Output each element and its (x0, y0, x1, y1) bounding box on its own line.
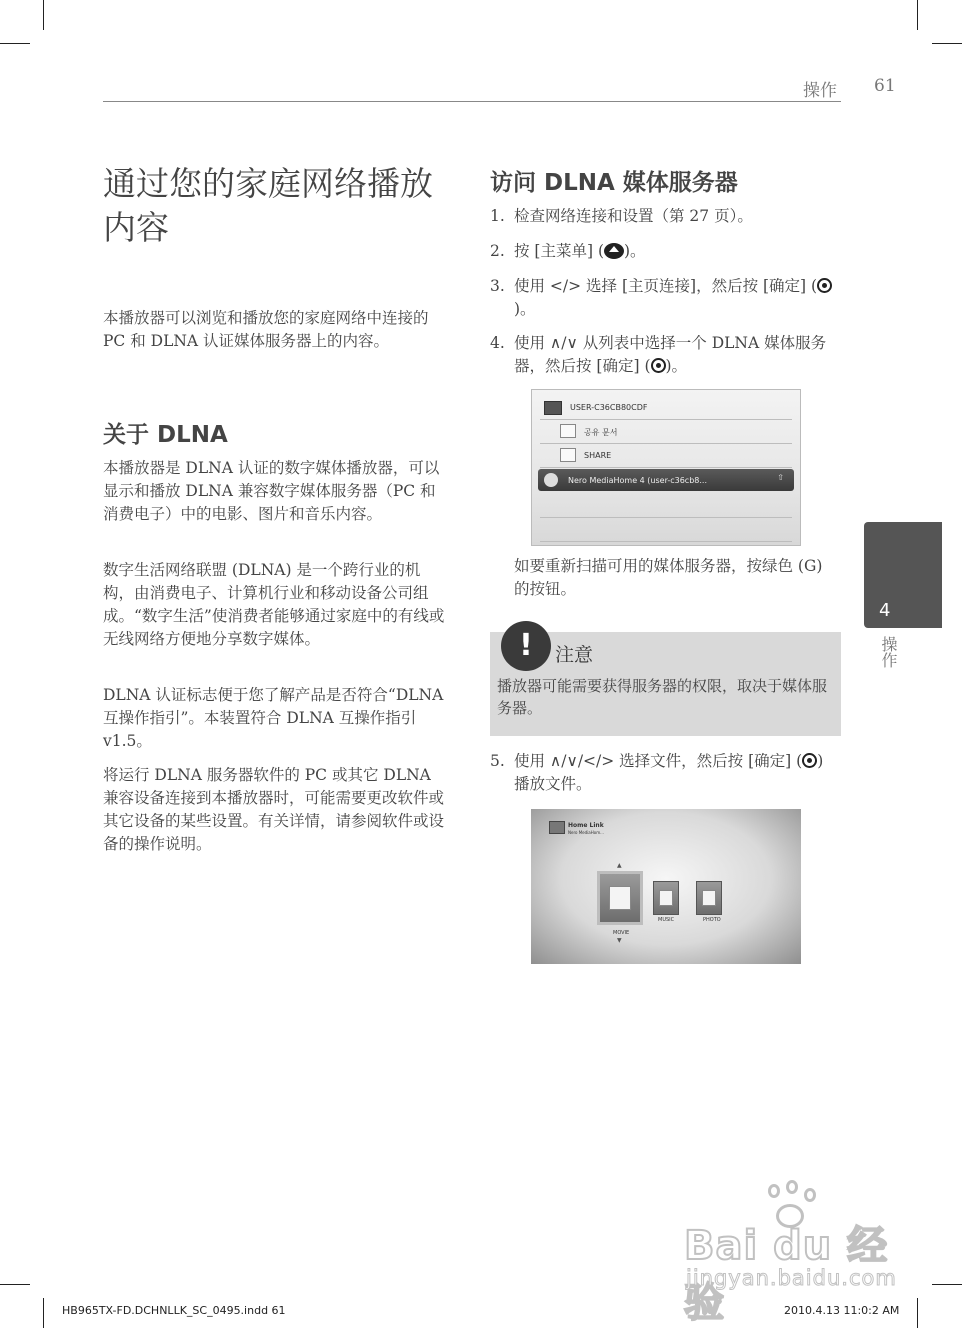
enter-button-icon (651, 358, 666, 373)
step-4: 4. 使用 ∧/∨ 从列表中选择一个 DLNA 媒体服务器，然后按 [确定] ( )。 (490, 334, 827, 375)
media-server-icon (544, 473, 558, 487)
folder-movie (597, 871, 643, 925)
page-number: 61 (874, 76, 896, 96)
home-link-subtitle: Nero MediaHom... (568, 830, 604, 835)
enter-button-icon (802, 753, 817, 768)
folder-row: 공유 문서 (532, 420, 800, 444)
step-3: 3. 使用 </> 选择 [主页连接]，然后按 [确定] ()。 (490, 275, 835, 321)
arrow-down-icon: ▼ (617, 937, 622, 944)
home-link-icon (549, 821, 565, 834)
server-list-screenshot (531, 389, 801, 546)
folder-photo (696, 881, 722, 915)
crop-mark (917, 1298, 918, 1328)
computer-icon (544, 401, 562, 415)
footer-filename: HB965TX-FD.DCHNLLK_SC_0495.indd 61 (62, 1304, 286, 1317)
header-section: 操作 (803, 81, 837, 101)
header-rule (103, 101, 841, 102)
step-2: 2. 按 [主菜单] ( )。 (490, 242, 646, 260)
about-paragraph-3: DLNA 认证标志便于您了解产品是否符合“DLNA 互操作指引”。本装置符合 DLNA 互操作指引 v1.5。 (103, 686, 444, 750)
crop-mark (43, 0, 44, 30)
about-paragraph-1: 本播放器是 DLNA 认证的数字媒体播放器，可以显示和播放 DLNA 兼容数字媒体服务器（PC 和消费电子）中的电影、图片和音乐内容。 (103, 459, 440, 523)
about-dlna-heading: 关于 DLNA (103, 422, 228, 448)
folder-row: SHARE (532, 444, 800, 468)
about-paragraph-2: 数字生活网络联盟 (DLNA) 是一个跨行业的机构，由消费电子、计算机行业和移动设备公司组成。“数字生活”使消费者能够通过家庭中的有线或无线网络方便地分享数字媒体。 (103, 561, 445, 648)
about-paragraph-4: 将运行 DLNA 服务器软件的 PC 或其它 DLNA 兼容设备连接到本播放器时，可能需要更改软件或其它设备的某些设置。有关详情，请参阅软件或设备的操作说明。 (103, 766, 445, 853)
selected-server-row: Nero MediaHome 4 (user-c36cb8... ⇧ (538, 469, 794, 491)
label-music: MUSIC (658, 917, 675, 923)
step-5: 5. 使用 ∧/∨/</> 选择文件，然后按 [确定] ( ) 播放文件。 (490, 752, 824, 793)
crop-mark (917, 0, 918, 30)
step-1: 1. 检查网络连接和设置（第 27 页）。 (490, 207, 753, 225)
chapter-label: 操作 (879, 636, 898, 668)
note-text: 播放器可能需要获得服务器的权限，取决于媒体服务器。 (497, 677, 828, 717)
arrow-up-icon: ⇧ (777, 473, 784, 482)
watermark-brand: Bai du 经验 (684, 1223, 889, 1326)
home-icon (604, 243, 624, 259)
footer-date: 2010.4.13 11:0:2 AM (784, 1304, 900, 1317)
label-photo: PHOTO (703, 917, 721, 923)
folder-icon (560, 448, 576, 462)
intro-paragraph: 本播放器可以浏览和播放您的家庭网络中连接的 PC 和 DLNA 认证媒体服务器上的内容。 (103, 309, 429, 350)
note-title: 注意 (555, 644, 594, 666)
home-link-title: Home Link (568, 822, 604, 829)
crop-mark (932, 1284, 962, 1285)
home-link-screenshot (531, 809, 801, 964)
exclamation-icon: ! (501, 621, 551, 671)
watermark-url: jingyan.baidu.com (686, 1266, 897, 1290)
server-row: USER-C36CB80CDF (532, 396, 800, 420)
folder-music (653, 881, 679, 915)
crop-mark (932, 43, 962, 44)
page-title: 通过您的家庭网络播放内容 (103, 164, 433, 247)
folder-icon (560, 424, 576, 438)
rescan-tip: 如要重新扫描可用的媒体服务器，按绿色 (G) 的按钮。 (514, 557, 823, 598)
chapter-tab (864, 522, 942, 628)
label-movie: MOVIE (613, 930, 630, 936)
chapter-number: 4 (879, 600, 891, 621)
crop-mark (0, 1284, 30, 1285)
arrow-up-icon: ▲ (617, 862, 622, 869)
access-dlna-heading: 访问 DLNA 媒体服务器 (490, 170, 738, 196)
crop-mark (0, 43, 30, 44)
crop-mark (43, 1298, 44, 1328)
enter-button-icon (817, 278, 832, 293)
